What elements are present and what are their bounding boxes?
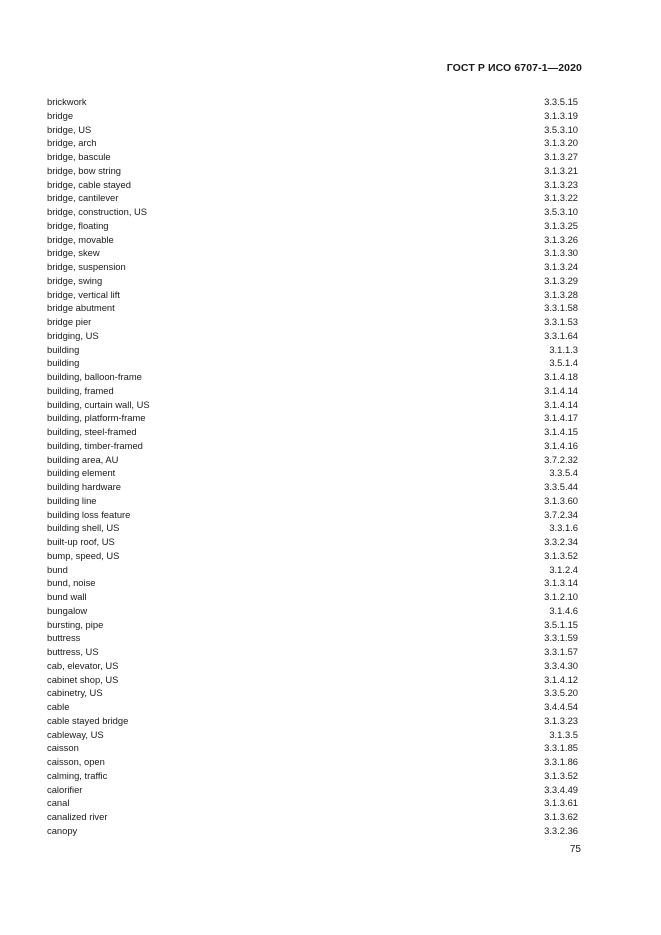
index-reference: 3.1.3.20 [544, 137, 578, 149]
index-entry [47, 618, 578, 632]
index-term: building, timber-framed [47, 439, 143, 451]
index-reference: 3.1.3.60 [544, 494, 578, 506]
index-entry [47, 563, 578, 577]
index-reference: 3.1.3.27 [544, 151, 578, 162]
index-term: bridge abutment [47, 302, 115, 314]
index-term: building, framed [47, 384, 114, 396]
index-entry [47, 453, 578, 467]
index-entry [47, 466, 578, 480]
index-reference: 3.5.1.4 [549, 357, 578, 369]
index-term: bridge [47, 109, 74, 121]
index-reference: 3.3.5.44 [544, 481, 578, 492]
index-entry [47, 315, 578, 329]
index-term: bridge, arch [47, 137, 97, 149]
index-term: calorifier [47, 783, 83, 795]
index-entry [47, 398, 578, 412]
index-reference: 3.1.4.15 [544, 426, 578, 437]
index-term: buttress, US [47, 646, 99, 657]
index-reference: 3.1.3.24 [544, 261, 578, 272]
index-reference: 3.1.3.61 [544, 797, 578, 809]
index-term: bridge, cable stayed [47, 178, 131, 190]
index-reference: 3.1.3.21 [544, 164, 578, 176]
index-term: bridge, US [47, 123, 92, 135]
index-entry [47, 741, 578, 755]
index-term: bridging, US [47, 329, 99, 341]
index-reference: 3.3.5.4 [549, 467, 578, 479]
index-term: building area, AU [47, 453, 119, 465]
index-term: building, curtain wall, US [47, 398, 150, 410]
index-entry [47, 301, 578, 315]
index-reference: 3.1.3.14 [544, 577, 578, 589]
index-reference: 3.1.4.12 [544, 673, 578, 685]
index-reference: 3.5.1.15 [544, 618, 578, 630]
index-reference: 3.3.1.53 [544, 316, 578, 327]
index-term: calming, traffic [47, 769, 108, 781]
index-entry [47, 796, 578, 810]
index-entry [47, 205, 578, 219]
index-entry [47, 95, 578, 109]
index-entry [47, 494, 578, 508]
page-header: ГОСТ Р ИСО 6707-1—2020 [446, 62, 582, 74]
index-entry [47, 645, 578, 659]
index-reference: 3.4.4.54 [544, 701, 578, 712]
index-entry [47, 700, 578, 714]
index-entry [47, 274, 578, 288]
index-term: bridge, vertical lift [47, 288, 120, 300]
index-term: bridge, floating [47, 219, 109, 231]
index-term: built-up roof, US [47, 536, 115, 547]
index-list [47, 95, 578, 838]
index-term: building, balloon-frame [47, 371, 142, 382]
index-term: canalized river [47, 811, 108, 822]
index-entry [47, 590, 578, 604]
index-term: bungalow [47, 604, 88, 616]
index-reference: 3.1.3.19 [544, 109, 578, 121]
index-reference: 3.1.3.22 [544, 192, 578, 204]
index-reference: 3.1.4.16 [544, 439, 578, 451]
index-entry [47, 508, 578, 522]
index-entry [47, 370, 578, 384]
index-term: bridge, movable [47, 233, 114, 245]
index-entry [47, 755, 578, 769]
index-reference: 3.1.3.25 [544, 219, 578, 231]
index-term: cabinetry, US [47, 687, 103, 699]
index-entry [47, 343, 578, 357]
index-reference: 3.1.3.30 [544, 247, 578, 259]
index-reference: 3.1.1.3 [549, 343, 578, 355]
index-term: brickwork [47, 96, 87, 107]
index-entry [47, 631, 578, 645]
index-reference: 3.3.5.20 [544, 687, 578, 699]
index-entry [47, 604, 578, 618]
index-entry [47, 673, 578, 687]
index-term: bridge, skew [47, 247, 100, 259]
index-entry [47, 714, 578, 728]
index-reference: 3.3.1.59 [544, 632, 578, 644]
index-reference: 3.1.3.28 [544, 288, 578, 300]
index-reference: 3.3.5.15 [544, 96, 578, 107]
index-reference: 3.1.3.52 [544, 549, 578, 561]
index-term: building, platform-frame [47, 412, 146, 424]
index-term: canopy [47, 824, 78, 836]
index-term: building element [47, 467, 116, 479]
index-reference: 3.1.3.52 [544, 769, 578, 781]
index-reference: 3.3.1.85 [544, 742, 578, 754]
index-reference: 3.3.1.6 [549, 522, 578, 534]
index-reference: 3.3.4.49 [544, 783, 578, 795]
index-reference: 3.5.3.10 [544, 123, 578, 135]
index-term: cabinet shop, US [47, 673, 119, 685]
index-reference: 3.1.2.10 [544, 591, 578, 602]
index-entry [47, 219, 578, 233]
index-entry [47, 535, 578, 549]
index-reference: 3.1.2.4 [549, 563, 578, 575]
index-entry [47, 329, 578, 343]
index-entry [47, 686, 578, 700]
index-term: bridge, swing [47, 274, 103, 286]
index-term: bridge, bow string [47, 164, 121, 176]
index-entry [47, 150, 578, 164]
index-entry [47, 728, 578, 742]
index-reference: 3.1.4.14 [544, 398, 578, 410]
index-term: building line [47, 494, 97, 506]
index-entry [47, 191, 578, 205]
index-reference: 3.3.1.64 [544, 329, 578, 341]
index-reference: 3.1.3.29 [544, 274, 578, 286]
index-entry [47, 439, 578, 453]
index-entry [47, 260, 578, 274]
index-term: bund, noise [47, 577, 96, 589]
index-term: building hardware [47, 481, 122, 492]
index-entry [47, 164, 578, 178]
index-reference: 3.1.3.23 [544, 178, 578, 190]
index-term: cab, elevator, US [47, 659, 119, 671]
index-entry [47, 178, 578, 192]
index-term: bridge, bascule [47, 151, 111, 162]
index-reference: 3.1.3.62 [544, 811, 578, 822]
index-reference: 3.1.3.5 [549, 728, 578, 740]
index-reference: 3.1.3.23 [544, 714, 578, 726]
index-reference: 3.3.1.58 [544, 302, 578, 314]
index-reference: 3.7.2.32 [544, 453, 578, 465]
index-entry [47, 769, 578, 783]
index-reference: 3.3.2.36 [544, 824, 578, 836]
index-entry [47, 480, 578, 494]
index-entry [47, 288, 578, 302]
index-reference: 3.5.3.10 [544, 206, 578, 217]
index-reference: 3.3.1.86 [544, 756, 578, 767]
index-reference: 3.1.4.17 [544, 412, 578, 424]
index-reference: 3.1.3.26 [544, 233, 578, 245]
index-entry [47, 246, 578, 260]
index-term: canal [47, 797, 70, 809]
index-term: cable [47, 701, 70, 712]
index-entry [47, 136, 578, 150]
page-number: 75 [569, 844, 581, 855]
index-entry [47, 576, 578, 590]
index-reference: 3.1.4.18 [544, 371, 578, 382]
index-entry [47, 659, 578, 673]
index-entry [47, 824, 578, 838]
index-entry [47, 425, 578, 439]
index-entry [47, 384, 578, 398]
index-entry [47, 356, 578, 370]
index-reference: 3.3.4.30 [544, 659, 578, 671]
index-reference: 3.3.2.34 [544, 536, 578, 547]
index-term: caisson, open [47, 756, 105, 767]
index-term: bursting, pipe [47, 618, 104, 630]
index-entry [47, 810, 578, 824]
index-reference: 3.7.2.34 [544, 508, 578, 520]
index-term: building [47, 357, 80, 369]
index-entry [47, 521, 578, 535]
index-term: building [47, 343, 80, 355]
index-term: bund [47, 563, 68, 575]
index-term: bridge, suspension [47, 261, 126, 272]
index-term: bridge pier [47, 316, 92, 327]
index-term: building loss feature [47, 508, 131, 520]
index-entry [47, 123, 578, 137]
index-term: building, steel-framed [47, 426, 137, 437]
index-entry [47, 549, 578, 563]
index-entry [47, 109, 578, 123]
index-term: bump, speed, US [47, 549, 120, 561]
index-term: buttress [47, 632, 81, 644]
index-term: bridge, construction, US [47, 206, 148, 217]
index-entry [47, 783, 578, 797]
index-term: bund wall [47, 591, 87, 602]
index-term: cable stayed bridge [47, 714, 129, 726]
index-term: cableway, US [47, 728, 104, 740]
index-reference: 3.1.4.14 [544, 384, 578, 396]
index-term: bridge, cantilever [47, 192, 119, 204]
index-term: building shell, US [47, 522, 120, 534]
index-reference: 3.1.4.6 [549, 604, 578, 616]
index-entry [47, 233, 578, 247]
index-entry [47, 411, 578, 425]
index-term: caisson [47, 742, 79, 754]
index-reference: 3.3.1.57 [544, 646, 578, 657]
